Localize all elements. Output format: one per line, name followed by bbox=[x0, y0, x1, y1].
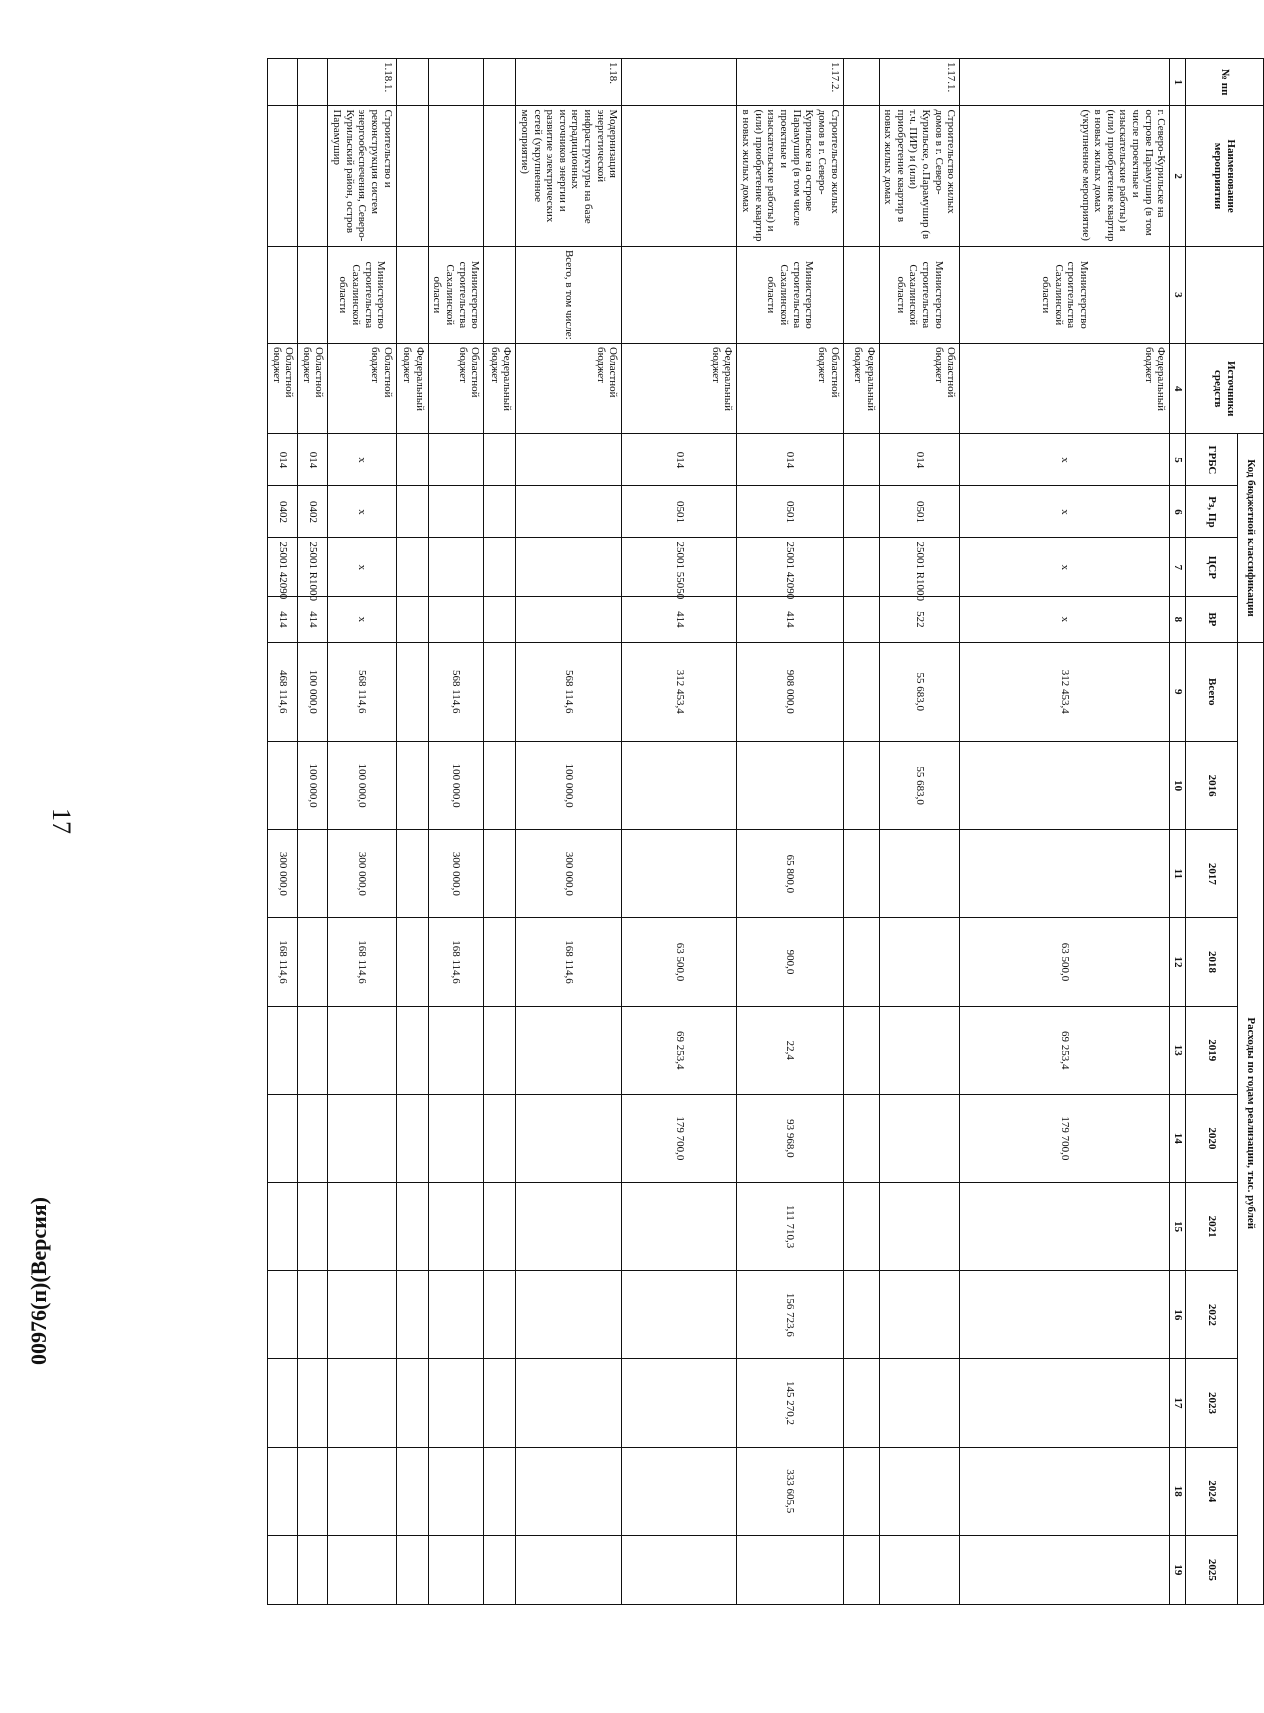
row-year-value-cell bbox=[843, 1094, 879, 1182]
row-year-value-cell bbox=[960, 1359, 1170, 1447]
row-year-value-cell: 55 683,0 bbox=[879, 742, 960, 830]
row-name-cell bbox=[298, 106, 328, 246]
row-year-value-cell bbox=[396, 1006, 428, 1094]
row-year-value-cell bbox=[960, 1535, 1170, 1604]
row-year-value-cell bbox=[396, 918, 428, 1006]
table-row bbox=[396, 59, 428, 1605]
row-year-value-cell bbox=[328, 1183, 396, 1271]
row-total-cell: 55 683,0 bbox=[879, 642, 960, 742]
row-year-value-cell bbox=[328, 1271, 396, 1359]
row-source-cell: Федеральный бюджет bbox=[622, 343, 737, 433]
row-year-value-cell bbox=[298, 1094, 328, 1182]
row-year-value-cell bbox=[267, 1271, 297, 1359]
row-grbs-cell bbox=[428, 434, 484, 486]
table-row bbox=[737, 59, 843, 1605]
header-year: 2018 bbox=[1186, 918, 1238, 1006]
row-year-value-cell: 300 000,0 bbox=[428, 830, 484, 918]
row-number-cell: 1.17.1. bbox=[879, 59, 960, 106]
column-index-cell: 7 bbox=[1170, 538, 1186, 597]
row-name-cell: Строительство жилых домов в г. Северо-Курильске, о.Парамушир (в т.ч. ПИР) и (или) приобретение квартир в новых жилых домах bbox=[879, 106, 960, 246]
row-year-value-cell: 179 700,0 bbox=[622, 1094, 737, 1182]
table-row bbox=[843, 59, 879, 1605]
column-index-cell: 1 bbox=[1170, 59, 1186, 106]
row-csr-cell bbox=[843, 538, 879, 597]
row-name-cell bbox=[622, 106, 737, 246]
row-year-value-cell bbox=[428, 1006, 484, 1094]
column-index-cell: 17 bbox=[1170, 1359, 1186, 1447]
row-year-value-cell bbox=[267, 742, 297, 830]
row-year-value-cell bbox=[622, 742, 737, 830]
row-year-value-cell bbox=[879, 1183, 960, 1271]
row-number-cell bbox=[298, 59, 328, 106]
header-csr: ЦСР bbox=[1186, 538, 1238, 597]
row-number-cell bbox=[622, 59, 737, 106]
row-rz-pr-cell bbox=[516, 486, 622, 538]
header-total: Всего bbox=[1186, 642, 1238, 742]
row-year-value-cell: 900,0 bbox=[737, 918, 843, 1006]
row-vr-cell: x bbox=[328, 597, 396, 642]
row-year-value-cell bbox=[396, 1183, 428, 1271]
header-year: 2021 bbox=[1186, 1183, 1238, 1271]
row-year-value-cell: 111 710,3 bbox=[737, 1183, 843, 1271]
row-grbs-cell: 014 bbox=[267, 434, 297, 486]
row-year-value-cell bbox=[298, 1183, 328, 1271]
row-name-cell: Модернизация энергетической инфраструктуры на базе нетрадиционных источников энергии и развитие электрических сетей (укрупненное мероприятие) bbox=[516, 106, 622, 246]
row-grbs-cell bbox=[516, 434, 622, 486]
row-year-value-cell bbox=[396, 1271, 428, 1359]
column-index-cell: 3 bbox=[1170, 246, 1186, 343]
row-executor-cell bbox=[298, 246, 328, 343]
row-year-value-cell bbox=[484, 1094, 516, 1182]
header-rz-pr: Рз, Пр bbox=[1186, 486, 1238, 538]
row-year-value-cell bbox=[622, 1359, 737, 1447]
row-vr-cell: 522 bbox=[879, 597, 960, 642]
row-source-cell: Федеральный бюджет bbox=[960, 343, 1170, 433]
row-total-cell: 312 453,4 bbox=[960, 642, 1170, 742]
budget-table bbox=[267, 58, 1264, 1605]
header-source: Источники средств bbox=[1186, 343, 1264, 433]
row-year-value-cell bbox=[843, 1183, 879, 1271]
row-year-value-cell bbox=[298, 1006, 328, 1094]
row-executor-cell bbox=[622, 246, 737, 343]
row-year-value-cell bbox=[484, 1535, 516, 1604]
header-executor bbox=[1186, 246, 1264, 343]
row-csr-cell: 25001 R1000 bbox=[879, 538, 960, 597]
row-total-cell bbox=[484, 642, 516, 742]
table-row bbox=[484, 59, 516, 1605]
row-csr-cell: x bbox=[960, 538, 1170, 597]
row-year-value-cell: 65 800,0 bbox=[737, 830, 843, 918]
row-year-value-cell bbox=[298, 1447, 328, 1535]
table-row bbox=[428, 59, 484, 1605]
row-year-value-cell bbox=[267, 1094, 297, 1182]
row-rz-pr-cell: 0402 bbox=[298, 486, 328, 538]
row-year-value-cell bbox=[622, 1447, 737, 1535]
row-executor-cell bbox=[843, 246, 879, 343]
row-rz-pr-cell bbox=[484, 486, 516, 538]
header-year: 2016 bbox=[1186, 742, 1238, 830]
row-year-value-cell bbox=[428, 1359, 484, 1447]
row-rz-pr-cell: 0501 bbox=[737, 486, 843, 538]
header-year: 2017 bbox=[1186, 830, 1238, 918]
row-executor-cell bbox=[484, 246, 516, 343]
row-csr-cell bbox=[396, 538, 428, 597]
row-year-value-cell bbox=[298, 918, 328, 1006]
row-rz-pr-cell: x bbox=[960, 486, 1170, 538]
row-year-value-cell bbox=[622, 1183, 737, 1271]
row-year-value-cell bbox=[484, 1271, 516, 1359]
row-csr-cell: 25001 42090 bbox=[737, 538, 843, 597]
row-source-cell: Областной бюджет bbox=[328, 343, 396, 433]
column-index-cell: 4 bbox=[1170, 343, 1186, 433]
row-year-value-cell bbox=[298, 830, 328, 918]
row-year-value-cell: 168 114,6 bbox=[267, 918, 297, 1006]
row-year-value-cell: 168 114,6 bbox=[328, 918, 396, 1006]
row-name-cell: Строительство жилых домов в г. Северо-Курильске на острове Парамушир (в том числе проектные и изыскательские работы) и (или) приобретение квартир в новых жилых домах bbox=[737, 106, 843, 246]
row-total-cell: 568 114,6 bbox=[516, 642, 622, 742]
row-total-cell: 568 114,6 bbox=[428, 642, 484, 742]
row-year-value-cell bbox=[516, 1359, 622, 1447]
row-executor-cell: Всего, в том числе: bbox=[516, 246, 622, 343]
row-year-value-cell bbox=[516, 1094, 622, 1182]
row-source-cell: Областной бюджет bbox=[267, 343, 297, 433]
header-year: 2025 bbox=[1186, 1535, 1238, 1604]
row-year-value-cell bbox=[879, 918, 960, 1006]
row-year-value-cell: 179 700,0 bbox=[960, 1094, 1170, 1182]
row-executor-cell: Министерство строительства Сахалинской области bbox=[428, 246, 484, 343]
row-year-value-cell bbox=[428, 1271, 484, 1359]
row-grbs-cell bbox=[396, 434, 428, 486]
row-number-cell: 1.18.1. bbox=[328, 59, 396, 106]
table-row bbox=[328, 59, 396, 1605]
column-index-cell: 2 bbox=[1170, 106, 1186, 246]
row-year-value-cell bbox=[396, 742, 428, 830]
row-grbs-cell bbox=[843, 434, 879, 486]
row-year-value-cell: 100 000,0 bbox=[328, 742, 396, 830]
row-total-cell bbox=[396, 642, 428, 742]
row-year-value-cell bbox=[960, 830, 1170, 918]
row-executor-cell bbox=[267, 246, 297, 343]
row-number-cell: 1.18. bbox=[516, 59, 622, 106]
row-year-value-cell bbox=[960, 1183, 1170, 1271]
row-total-cell: 312 453,4 bbox=[622, 642, 737, 742]
row-year-value-cell bbox=[843, 1359, 879, 1447]
column-index-cell: 12 bbox=[1170, 918, 1186, 1006]
header-name: Наименование мероприятия bbox=[1186, 106, 1264, 246]
row-year-value-cell bbox=[484, 1447, 516, 1535]
column-index-row bbox=[1170, 59, 1186, 1605]
column-index-cell: 6 bbox=[1170, 486, 1186, 538]
table-row bbox=[298, 59, 328, 1605]
row-year-value-cell bbox=[879, 1447, 960, 1535]
row-rz-pr-cell: 0501 bbox=[622, 486, 737, 538]
row-number-cell bbox=[267, 59, 297, 106]
row-year-value-cell bbox=[267, 1006, 297, 1094]
row-year-value-cell bbox=[960, 742, 1170, 830]
column-index-cell: 13 bbox=[1170, 1006, 1186, 1094]
row-year-value-cell bbox=[879, 830, 960, 918]
page-number: 17 bbox=[47, 808, 76, 834]
row-year-value-cell bbox=[737, 742, 843, 830]
header-year: 2020 bbox=[1186, 1094, 1238, 1182]
column-index-cell: 10 bbox=[1170, 742, 1186, 830]
row-year-value-cell bbox=[484, 1006, 516, 1094]
row-grbs-cell: x bbox=[328, 434, 396, 486]
row-grbs-cell: 014 bbox=[298, 434, 328, 486]
row-year-value-cell bbox=[298, 1359, 328, 1447]
row-year-value-cell: 168 114,6 bbox=[516, 918, 622, 1006]
row-year-value-cell bbox=[879, 1535, 960, 1604]
row-rz-pr-cell bbox=[843, 486, 879, 538]
row-year-value-cell bbox=[396, 1094, 428, 1182]
row-year-value-cell bbox=[428, 1535, 484, 1604]
row-total-cell bbox=[843, 642, 879, 742]
row-source-cell: Областной бюджет bbox=[737, 343, 843, 433]
row-year-value-cell bbox=[267, 1183, 297, 1271]
row-total-cell: 100 000,0 bbox=[298, 642, 328, 742]
row-year-value-cell bbox=[622, 1271, 737, 1359]
row-year-value-cell bbox=[396, 1359, 428, 1447]
row-grbs-cell bbox=[484, 434, 516, 486]
row-year-value-cell: 100 000,0 bbox=[516, 742, 622, 830]
row-year-value-cell bbox=[484, 918, 516, 1006]
row-year-value-cell: 100 000,0 bbox=[298, 742, 328, 830]
row-year-value-cell: 69 253,4 bbox=[960, 1006, 1170, 1094]
row-rz-pr-cell bbox=[428, 486, 484, 538]
row-source-cell: Федеральный бюджет bbox=[843, 343, 879, 433]
row-year-value-cell bbox=[843, 1535, 879, 1604]
row-year-value-cell bbox=[428, 1447, 484, 1535]
row-source-cell: Областной бюджет bbox=[879, 343, 960, 433]
header-year: 2024 bbox=[1186, 1447, 1238, 1535]
row-year-value-cell: 63 500,0 bbox=[960, 918, 1170, 1006]
row-executor-cell bbox=[396, 246, 428, 343]
row-number-cell bbox=[843, 59, 879, 106]
row-year-value-cell bbox=[622, 830, 737, 918]
row-year-value-cell: 69 253,4 bbox=[622, 1006, 737, 1094]
row-year-value-cell: 333 605,5 bbox=[737, 1447, 843, 1535]
row-source-cell: Областной бюджет bbox=[516, 343, 622, 433]
row-year-value-cell bbox=[484, 742, 516, 830]
row-rz-pr-cell: x bbox=[328, 486, 396, 538]
row-year-value-cell bbox=[737, 1535, 843, 1604]
row-year-value-cell bbox=[843, 1447, 879, 1535]
row-year-value-cell bbox=[484, 1359, 516, 1447]
row-year-value-cell: 156 723,6 bbox=[737, 1271, 843, 1359]
row-grbs-cell: x bbox=[960, 434, 1170, 486]
row-year-value-cell bbox=[267, 1447, 297, 1535]
table-body bbox=[267, 59, 1169, 1605]
row-year-value-cell: 22,4 bbox=[737, 1006, 843, 1094]
column-index-cell: 9 bbox=[1170, 642, 1186, 742]
row-source-cell: Областной бюджет bbox=[428, 343, 484, 433]
header-grbs: ГРБС bbox=[1186, 434, 1238, 486]
row-name-cell bbox=[484, 106, 516, 246]
row-year-value-cell bbox=[298, 1271, 328, 1359]
row-name-cell bbox=[267, 106, 297, 246]
row-year-value-cell: 300 000,0 bbox=[328, 830, 396, 918]
row-year-value-cell bbox=[328, 1447, 396, 1535]
row-name-cell: г. Северо-Курильске на острове Парамушир (в том числе проектные и изыскательские работы) и (или) приобретение квартир в новых жилых домах (укрупненное мероприятие) bbox=[960, 106, 1170, 246]
row-grbs-cell: 014 bbox=[737, 434, 843, 486]
row-year-value-cell bbox=[328, 1094, 396, 1182]
row-vr-cell bbox=[484, 597, 516, 642]
row-year-value-cell bbox=[428, 1183, 484, 1271]
row-vr-cell bbox=[843, 597, 879, 642]
row-year-value-cell bbox=[879, 1094, 960, 1182]
row-csr-cell: 25001 55050 bbox=[622, 538, 737, 597]
column-index-cell: 18 bbox=[1170, 1447, 1186, 1535]
row-year-value-cell: 63 500,0 bbox=[622, 918, 737, 1006]
column-index-cell: 16 bbox=[1170, 1271, 1186, 1359]
row-source-cell: Федеральный бюджет bbox=[484, 343, 516, 433]
column-index-cell: 8 bbox=[1170, 597, 1186, 642]
column-index-cell: 15 bbox=[1170, 1183, 1186, 1271]
row-csr-cell bbox=[516, 538, 622, 597]
row-name-cell bbox=[428, 106, 484, 246]
table-row bbox=[960, 59, 1170, 1605]
row-name-cell bbox=[396, 106, 428, 246]
table-row bbox=[879, 59, 960, 1605]
row-year-value-cell: 100 000,0 bbox=[428, 742, 484, 830]
row-rz-pr-cell: 0501 bbox=[879, 486, 960, 538]
header-vr: ВР bbox=[1186, 597, 1238, 642]
row-year-value-cell: 93 968,0 bbox=[737, 1094, 843, 1182]
row-year-value-cell: 145 270,2 bbox=[737, 1359, 843, 1447]
row-year-value-cell bbox=[843, 918, 879, 1006]
row-year-value-cell bbox=[516, 1535, 622, 1604]
row-total-cell: 568 114,6 bbox=[328, 642, 396, 742]
row-year-value-cell bbox=[328, 1006, 396, 1094]
row-year-value-cell bbox=[298, 1535, 328, 1604]
row-year-value-cell bbox=[843, 742, 879, 830]
row-total-cell: 908 000,0 bbox=[737, 642, 843, 742]
row-csr-cell: 25001 42090 bbox=[267, 538, 297, 597]
row-number-cell bbox=[960, 59, 1170, 106]
row-csr-cell: x bbox=[328, 538, 396, 597]
column-index-cell: 19 bbox=[1170, 1535, 1186, 1604]
row-year-value-cell bbox=[516, 1006, 622, 1094]
row-year-value-cell bbox=[484, 830, 516, 918]
row-year-value-cell bbox=[396, 1535, 428, 1604]
row-csr-cell: 25001 R1000 bbox=[298, 538, 328, 597]
row-year-value-cell bbox=[267, 1535, 297, 1604]
version-mark: 00976(п)(Версия) bbox=[26, 1197, 51, 1365]
row-year-value-cell: 300 000,0 bbox=[267, 830, 297, 918]
row-source-cell: Федеральный бюджет bbox=[396, 343, 428, 433]
header-budget-code: Код бюджетной классификации bbox=[1238, 434, 1264, 642]
row-executor-cell: Министерство строительства Сахалинской области bbox=[879, 246, 960, 343]
row-executor-cell: Министерство строительства Сахалинской области bbox=[737, 246, 843, 343]
row-year-value-cell bbox=[328, 1359, 396, 1447]
row-vr-cell: 414 bbox=[298, 597, 328, 642]
column-index-cell: 5 bbox=[1170, 434, 1186, 486]
row-year-value-cell bbox=[622, 1535, 737, 1604]
row-year-value-cell bbox=[843, 1006, 879, 1094]
row-name-cell bbox=[843, 106, 879, 246]
header-year: 2023 bbox=[1186, 1359, 1238, 1447]
row-name-cell: Строительство и реконструкция систем энергообеспечения, Северо-Курильский район, остров Парамушир bbox=[328, 106, 396, 246]
row-number-cell: 1.17.2. bbox=[737, 59, 843, 106]
row-number-cell bbox=[396, 59, 428, 106]
row-rz-pr-cell: 0402 bbox=[267, 486, 297, 538]
row-year-value-cell bbox=[879, 1359, 960, 1447]
header-num: № пп bbox=[1186, 59, 1264, 106]
header-expenses: Расходы по годам реализации, тыс. рублей bbox=[1238, 642, 1264, 1605]
row-vr-cell bbox=[428, 597, 484, 642]
row-year-value-cell bbox=[516, 1183, 622, 1271]
row-year-value-cell bbox=[516, 1447, 622, 1535]
table-row bbox=[622, 59, 737, 1605]
row-rz-pr-cell bbox=[396, 486, 428, 538]
row-vr-cell: 414 bbox=[622, 597, 737, 642]
row-vr-cell bbox=[396, 597, 428, 642]
row-vr-cell: x bbox=[960, 597, 1170, 642]
row-year-value-cell bbox=[428, 1094, 484, 1182]
row-grbs-cell: 014 bbox=[622, 434, 737, 486]
row-vr-cell bbox=[516, 597, 622, 642]
row-year-value-cell bbox=[267, 1359, 297, 1447]
row-year-value-cell bbox=[484, 1183, 516, 1271]
table-row bbox=[516, 59, 622, 1605]
row-vr-cell: 414 bbox=[737, 597, 843, 642]
column-index-cell: 11 bbox=[1170, 830, 1186, 918]
table-row bbox=[267, 59, 297, 1605]
row-year-value-cell bbox=[960, 1271, 1170, 1359]
row-year-value-cell bbox=[328, 1535, 396, 1604]
row-number-cell bbox=[428, 59, 484, 106]
row-grbs-cell: 014 bbox=[879, 434, 960, 486]
row-year-value-cell bbox=[843, 1271, 879, 1359]
row-total-cell: 468 114,6 bbox=[267, 642, 297, 742]
row-vr-cell: 414 bbox=[267, 597, 297, 642]
row-csr-cell bbox=[428, 538, 484, 597]
row-source-cell: Областной бюджет bbox=[298, 343, 328, 433]
row-executor-cell: Министерство строительства Сахалинской области bbox=[960, 246, 1170, 343]
row-year-value-cell bbox=[516, 1271, 622, 1359]
row-year-value-cell bbox=[396, 830, 428, 918]
row-year-value-cell: 168 114,6 bbox=[428, 918, 484, 1006]
row-year-value-cell bbox=[960, 1447, 1170, 1535]
row-number-cell bbox=[484, 59, 516, 106]
row-csr-cell bbox=[484, 538, 516, 597]
row-year-value-cell bbox=[879, 1271, 960, 1359]
row-year-value-cell bbox=[396, 1447, 428, 1535]
header-year: 2019 bbox=[1186, 1006, 1238, 1094]
header-year: 2022 bbox=[1186, 1271, 1238, 1359]
row-year-value-cell bbox=[843, 830, 879, 918]
row-year-value-cell: 300 000,0 bbox=[516, 830, 622, 918]
row-year-value-cell bbox=[879, 1006, 960, 1094]
row-executor-cell: Министерство строительства Сахалинской области bbox=[328, 246, 396, 343]
column-index-cell: 14 bbox=[1170, 1094, 1186, 1182]
